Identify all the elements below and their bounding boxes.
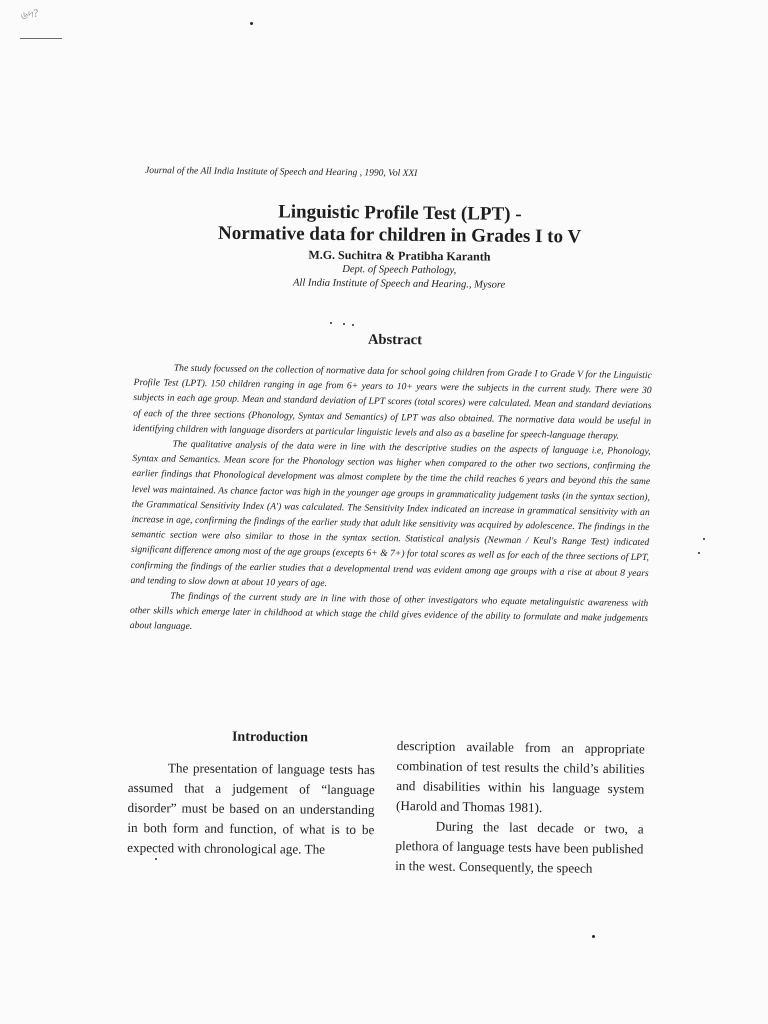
abstract-paragraph: The study focussed on the collection of normative data for school going children from Grade I to Grade V for the Linguistic Profile Test (LPT). 150 children ranging in age from 6+ years to 10+ years were the subjects in the current study. There were 30 subjects in each age group. Mean and standard deviation of LPT scores (total scores) were calculated. Mean and standard deviations of each of the three sections (Phonology, Syntax and Semantics) of LPT was also obtained. The normative data would be useful in identifying children with language disorders at particular linguistic levels and also as a baseline for speech-language therapy. <box>132 362 652 442</box>
title-block <box>149 200 650 294</box>
scan-speck <box>352 324 354 326</box>
introduction-left-column <box>127 758 375 860</box>
scan-speck <box>592 935 595 938</box>
abstract-paragraph: The qualitative analysis of the data were in line with the descriptive studies on the aspects of language i.e, Phonology, Syntax and Semantics. Mean score for the Phonology section was higher when compared to the other two sections, confirming the earlier findings that Phonological development was almost complete by the time the child reaches 6 years and beyond this the same level was maintained. As chance factor was high in the younger age groups in grammaticality judgement tasks (in the syntax section), the Grammatical Sensitivity Index (A') was calculated. The Sensitivity Index indicated an increase in grammatical sensitivity with an increase in age, confirming the findings of the earlier study that adult like sensitivity was acquired by adolescence. The findings in the semantic section were also similar to those in the syntax section. Statistical analysis (Newman / Keul's Range Test) indicated significant difference among most of the age groups (excepts 6+ & 7+) for total scores as well as for each of the three sections of LPT, confirming the findings of the earlier studies that a developmental trend was evident among age groups with a rise at about 8 years and tending to slow down at about 10 years of age. <box>130 438 651 589</box>
pencil-mark: ৬৸? <box>18 7 40 23</box>
institute: All India Institute of Speech and Hearing., Mysore <box>292 277 506 291</box>
department: Dept. of Speech Pathology, <box>342 264 457 277</box>
paper-title-line-2: Normative data for children in Grades I to V <box>217 222 582 248</box>
introduction-right-column <box>395 736 645 879</box>
scan-speck <box>343 323 345 325</box>
scan-speck <box>698 552 700 554</box>
scan-speck <box>250 22 253 25</box>
authors: M.G. Suchitra & Pratibha Karanth <box>308 247 491 264</box>
body-paragraph: The presentation of language tests has assumed that a judgement of “language disorder” must be based on an understanding in both form and function, of what is to be expected with chronological age. The <box>127 760 375 857</box>
journal-citation: Journal of the All India Institute of Speech and Hearing , 1990, Vol XXI <box>144 166 418 179</box>
body-paragraph: During the last decade or two, a plethora of language tests have been published in the west. Consequently, the speech <box>395 818 644 876</box>
scan-speck <box>703 538 705 540</box>
paper-title-line-1: Linguistic Profile Test (LPT) - <box>278 201 522 225</box>
abstract-paragraph: The findings of the current study are in line with those of other investigators who equate metalinguistic awareness with other skills which emerge later in childhood at which stage the child gives evidence of the ability to formulate and make judgements about language. <box>129 590 649 633</box>
scan-speck <box>155 858 157 860</box>
abstract-body <box>130 360 652 642</box>
introduction-heading: Introduction <box>231 729 309 746</box>
abstract-heading: Abstract <box>367 331 423 349</box>
scan-speck <box>330 322 332 324</box>
body-paragraph: description available from an appropriate combination of test results the child’s abilities and disabilities within his language system (Harold and Thomas 1981). <box>395 737 645 816</box>
pencil-line <box>20 38 62 39</box>
